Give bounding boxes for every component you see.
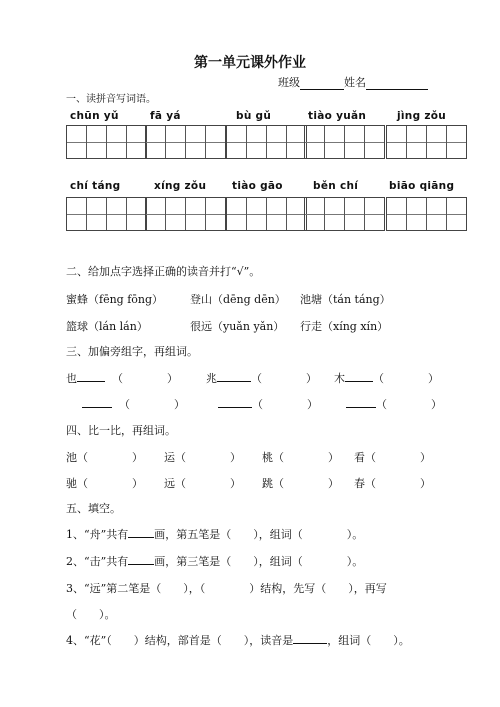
writing-grid-1-3[interactable] (226, 125, 307, 159)
pinyin-1-5: jìng zǒu (397, 110, 447, 122)
q4-blank[interactable] (293, 633, 327, 644)
s2-item-2-3[interactable]: 行走（xíng xín） (300, 320, 389, 333)
q3-line-2: （ ）。 (66, 608, 116, 621)
pinyin-1-3: bù gǔ (236, 110, 272, 122)
writing-grid-2-3[interactable] (226, 197, 307, 231)
s4-item-2-2: 远（ ） (164, 477, 241, 490)
q4-line: 4、“花”（ ）结构，部首是（ ），读音是 ，组词（ ）。 (66, 634, 410, 647)
s3-row-1-c: 木 （ ） (334, 372, 439, 385)
section-1-heading: 一、读拼音写词语。 (66, 94, 156, 105)
writing-grid-2-1[interactable] (66, 197, 147, 231)
s3-row-1-a: 也 （ ） (66, 372, 178, 385)
name-blank[interactable] (366, 78, 428, 90)
s2-item-1-2[interactable]: 登山（dēng dēn） (190, 293, 286, 306)
s3-blank-5[interactable] (218, 397, 252, 408)
section-2-heading: 二、给加点字选择正确的读音并打“√”。 (66, 265, 261, 278)
pinyin-2-3: tiào gāo (232, 180, 283, 192)
writing-grid-2-4[interactable] (304, 197, 385, 231)
s4-item-2-1: 驰（ ） (66, 477, 143, 490)
q2-line: 2、“击”共有 画，第三笔是（ ），组词（ ）。 (66, 555, 364, 568)
s4-item-2-4: 春（ ） (354, 477, 431, 490)
s2-item-1-1[interactable]: 蜜蜂（fēng fōng） (66, 293, 164, 306)
pinyin-2-2: xíng zǒu (154, 180, 207, 192)
s3-blank-1[interactable] (77, 371, 105, 382)
section-5-heading: 五、填空。 (66, 502, 121, 515)
page-title: 第一单元课外作业 (194, 55, 306, 71)
s3-row-2-b: （ ） (218, 396, 318, 412)
s4-item-1-3: 桃（ ） (262, 451, 339, 464)
pinyin-1-4: tiào yuǎn (308, 110, 367, 122)
s3-row-2-c: （ ） (346, 396, 442, 412)
s4-item-1-2: 运（ ） (164, 451, 241, 464)
s3-char-2: 兆 (206, 372, 217, 385)
writing-grid-1-2[interactable] (145, 125, 226, 159)
s3-blank-2[interactable] (217, 371, 251, 382)
s4-item-1-1: 池（ ） (66, 451, 143, 464)
q1-blank[interactable] (128, 527, 154, 538)
s3-char-1: 也 (66, 372, 77, 385)
section-3-heading: 三、加偏旁组字，再组词。 (66, 345, 198, 358)
s4-item-1-4: 看（ ） (354, 451, 431, 464)
q1-line: 1、“舟”共有 画，第五笔是（ ），组词（ ）。 (66, 528, 364, 541)
s3-row-2-a: （ ） (82, 396, 185, 412)
s3-blank-6[interactable] (346, 397, 376, 408)
s2-item-2-2[interactable]: 很远（yuǎn yǎn） (190, 320, 285, 333)
writing-grid-1-5[interactable] (386, 125, 467, 159)
s3-row-1-b: 兆 （ ） (206, 372, 317, 385)
class-label: 班级 (278, 76, 300, 89)
pinyin-2-1: chí táng (70, 180, 121, 192)
s4-item-2-3: 跳（ ） (262, 477, 339, 490)
class-name-line (278, 74, 428, 90)
writing-grid-2-2[interactable] (145, 197, 226, 231)
q3-line-1: 3、“远”第二笔是（ ），（ ）结构，先写（ ），再写 (66, 582, 387, 595)
s3-blank-3[interactable] (345, 371, 373, 382)
pinyin-1-2: fā yá (150, 110, 181, 122)
writing-grid-2-5[interactable] (386, 197, 467, 231)
pinyin-2-5: biāo qiāng (389, 180, 455, 192)
s2-item-1-3[interactable]: 池塘（tán táng） (300, 293, 391, 306)
s3-char-3: 木 (334, 372, 345, 385)
s2-item-2-1[interactable]: 篮球（lán lán） (66, 320, 148, 333)
name-label: 姓名 (344, 76, 366, 89)
s3-blank-4[interactable] (82, 397, 112, 408)
section-4-heading: 四、比一比，再组词。 (66, 424, 176, 437)
q2-blank[interactable] (128, 554, 154, 565)
writing-grid-1-4[interactable] (304, 125, 385, 159)
writing-grid-1-1[interactable] (66, 125, 147, 159)
pinyin-2-4: běn chí (313, 180, 359, 192)
class-blank[interactable] (300, 78, 344, 90)
pinyin-1-1: chūn yǔ (70, 110, 119, 122)
